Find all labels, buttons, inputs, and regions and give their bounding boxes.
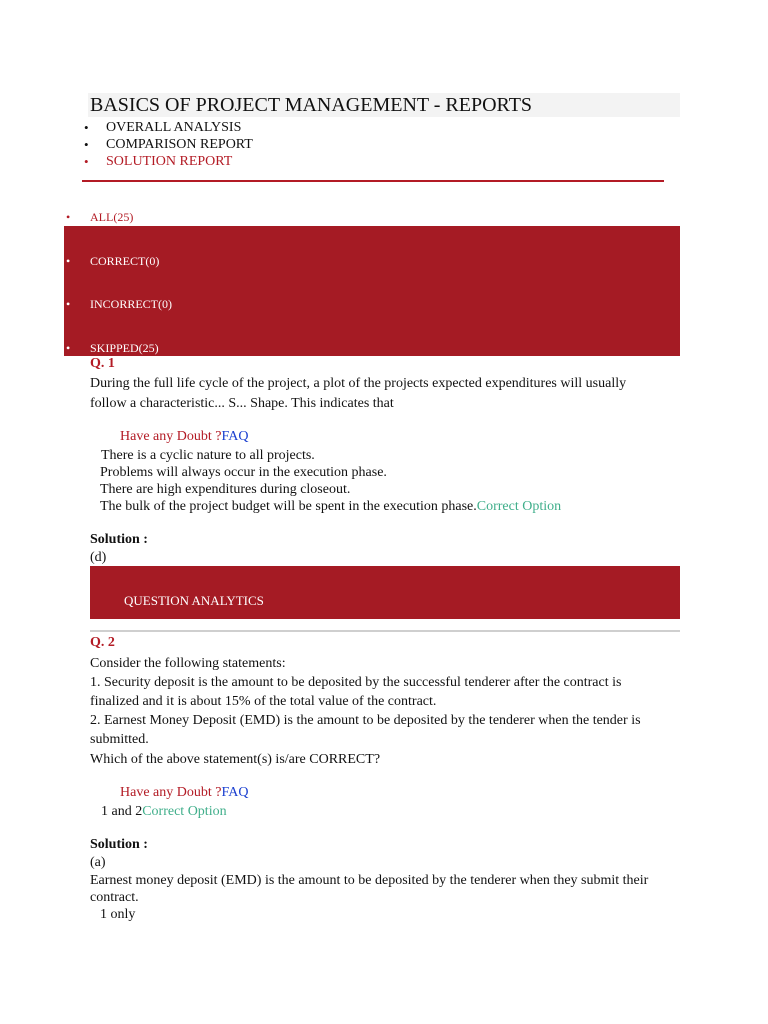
question-number: Q. 1: [90, 356, 115, 371]
report-nav: [84, 119, 253, 170]
question-text-line: Consider the following statements:: [90, 656, 286, 671]
nav-overall-analysis[interactable]: • OVERALL ANALYSIS: [84, 119, 253, 136]
question-text-line: follow a characteristic... S... Shape. This indicates that: [90, 396, 394, 411]
filter-panel: [64, 226, 680, 356]
faq-link[interactable]: FAQ: [221, 785, 249, 800]
correct-option-tag: Correct Option: [142, 804, 227, 819]
correct-option-tag: Correct Option: [476, 499, 562, 514]
nav-comparison-report[interactable]: • COMPARISON REPORT: [84, 136, 253, 153]
solution-label: Solution :: [90, 837, 148, 852]
bullet-icon: •: [66, 254, 71, 268]
option-b: 1 only: [100, 907, 136, 922]
solution-text: contract.: [90, 890, 139, 905]
question-text-line: 1. Security deposit is the amount to be deposited by the successful tenderer after the contract is: [90, 675, 622, 690]
page-title: BASICS OF PROJECT MANAGEMENT - REPORTS: [90, 94, 533, 116]
option-c: There are high expenditures during closeout.: [100, 482, 351, 497]
solution-label: Solution :: [90, 532, 148, 547]
question-analytics-label: QUESTION ANALYTICS: [124, 593, 264, 608]
doubt-prompt: Have any Doubt ?FAQ: [120, 785, 249, 800]
bullet-icon: •: [66, 341, 71, 355]
option-b: Problems will always occur in the execution phase.: [100, 465, 387, 480]
solution-text: (d): [90, 550, 107, 565]
bullet-icon: •: [66, 210, 71, 224]
header-divider: [82, 180, 664, 182]
question-text-line: Which of the above statement(s) is/are CORRECT?: [90, 752, 381, 767]
doubt-prompt: Have any Doubt ?FAQ: [120, 429, 249, 444]
question-number: Q. 2: [90, 635, 115, 650]
option-a: 1 and 2Correct Option: [101, 804, 227, 819]
option-d: The bulk of the project budget will be spent in the execution phase.Correct Option: [100, 499, 562, 514]
solution-text: (a): [90, 855, 106, 870]
bullet-icon: •: [66, 297, 71, 311]
question-text-line: During the full life cycle of the project, a plot of the projects expected expenditures will usually: [90, 376, 627, 391]
question-text-line: 2. Earnest Money Deposit (EMD) is the amount to be deposited by the tenderer when the tender is: [90, 713, 641, 728]
question-divider: [90, 630, 680, 632]
option-a: There is a cyclic nature to all projects.: [101, 448, 315, 463]
nav-solution-report[interactable]: • SOLUTION REPORT: [84, 153, 253, 170]
solution-text: Earnest money deposit (EMD) is the amount to be deposited by the tenderer when they submit their: [90, 873, 649, 888]
question-text-line: submitted.: [90, 732, 149, 747]
faq-link[interactable]: FAQ: [221, 429, 249, 444]
question-text-line: finalized and it is about 15% of the total value of the contract.: [90, 694, 437, 709]
